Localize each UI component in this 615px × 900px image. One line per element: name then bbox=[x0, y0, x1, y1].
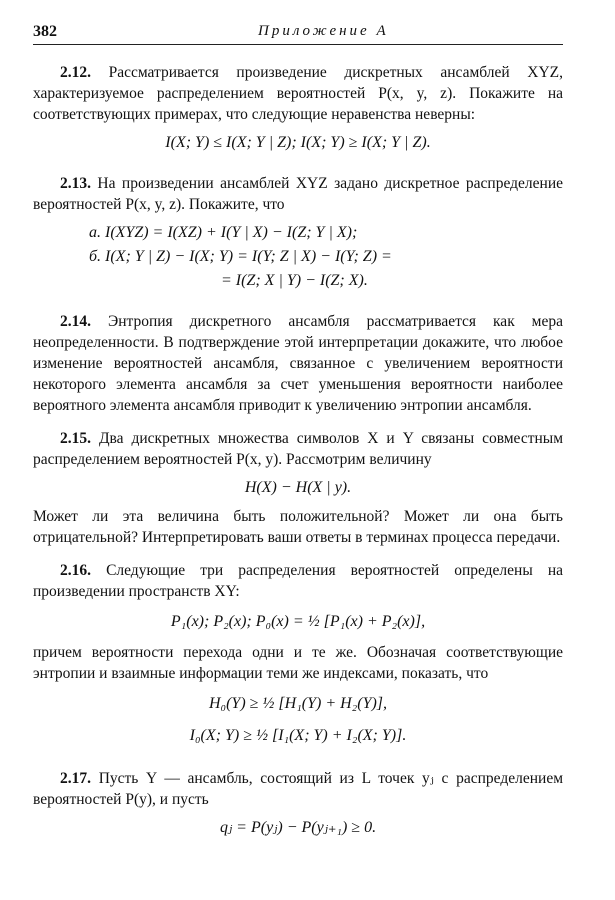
formula: qⱼ = P(yⱼ) − P(yⱼ₊₁) ≥ 0. bbox=[219, 819, 377, 836]
problem-number: 2.15. bbox=[60, 430, 91, 447]
problem-2-15 bbox=[33, 428, 563, 470]
problem-number: 2.17. bbox=[60, 770, 91, 787]
problem-text-after: Может ли эта величина быть положительной? Может ли она быть отрицательной? Интерпретировать ваши ответы в терминах процесса передачи. bbox=[33, 508, 563, 546]
problem-text-after: причем вероятности перехода одни и те же. Обозначая соответствующие энтропии и взаимные информации теми же индексами, показать, что bbox=[33, 644, 563, 682]
formula: I(X; Y) ≤ I(X; Y | Z); I(X; Y) ≥ I(X; Y | Z). bbox=[165, 134, 431, 151]
problem-text: На произведении ансамблей XYZ задано дискретное распределение вероятностей P(x, y, z). Покажите, что bbox=[33, 175, 563, 213]
formula: P₁(x); P₂(x); P₀(x) = ½ [P₁(x) + P₂(x)], bbox=[170, 613, 426, 630]
formula-a: а. I(XYZ) = I(XZ) + I(Y | X) − I(Z; Y | X); bbox=[89, 224, 358, 241]
problem-text: Два дискретных множества символов X и Y связаны совместным распределением вероятностей P(x, y). Рассмотрим величину bbox=[33, 430, 563, 468]
problem-text: Рассматривается произведение дискретных ансамблей XYZ, характеризуемое распределением вероятностей P(x, y, z). Покажите на соответствующих примерах, что следующие неравенства неверны: bbox=[33, 64, 564, 123]
problem-2-17 bbox=[33, 768, 563, 810]
problem-2-14 bbox=[33, 311, 563, 416]
problem-2-13 bbox=[33, 173, 563, 215]
problem-2-16 bbox=[33, 560, 563, 602]
problem-text: Пусть Y — ансамбль, состоящий из L точек yⱼ с распределением вероятностей P(y), и пусть bbox=[33, 770, 564, 808]
formula: H₀(Y) ≥ ½ [H₁(Y) + H₂(Y)], bbox=[208, 695, 388, 712]
page-number: 382 bbox=[33, 23, 57, 40]
formula-b: б. I(X; Y | Z) − I(X; Y) = I(Y; Z | X) − I(Y; Z) = bbox=[89, 248, 392, 265]
page-content bbox=[33, 62, 563, 846]
problem-text: Следующие три распределения вероятностей определены на произведении пространств XY: bbox=[33, 562, 563, 600]
problem-number: 2.13. bbox=[60, 175, 91, 192]
page-header bbox=[33, 22, 563, 45]
formula: I₀(X; Y) ≥ ½ [I₁(X; Y) + I₂(X; Y)]. bbox=[189, 727, 407, 744]
problem-number: 2.16. bbox=[60, 562, 91, 579]
problem-2-12 bbox=[33, 62, 563, 125]
problem-text: Энтропия дискретного ансамбля рассматривается как мера неопределенности. В подтверждение этой интерпретации докажите, что любое изменение вероятностей ансамбля, связанное с увеличением вероятности некоторого элемента ансамбля за счет уменьшения вероятности наиболее вероятного элемента ансамбля приводит к увеличению энтропии ансамбля. bbox=[33, 313, 564, 414]
problem-number: 2.14. bbox=[60, 313, 91, 330]
problem-number: 2.12. bbox=[60, 64, 91, 81]
formula-b-cont: = I(Z; X | Y) − I(Z; X). bbox=[221, 272, 368, 289]
running-title: Приложение А bbox=[258, 23, 389, 39]
formula: H(X) − H(X | y). bbox=[244, 479, 352, 496]
